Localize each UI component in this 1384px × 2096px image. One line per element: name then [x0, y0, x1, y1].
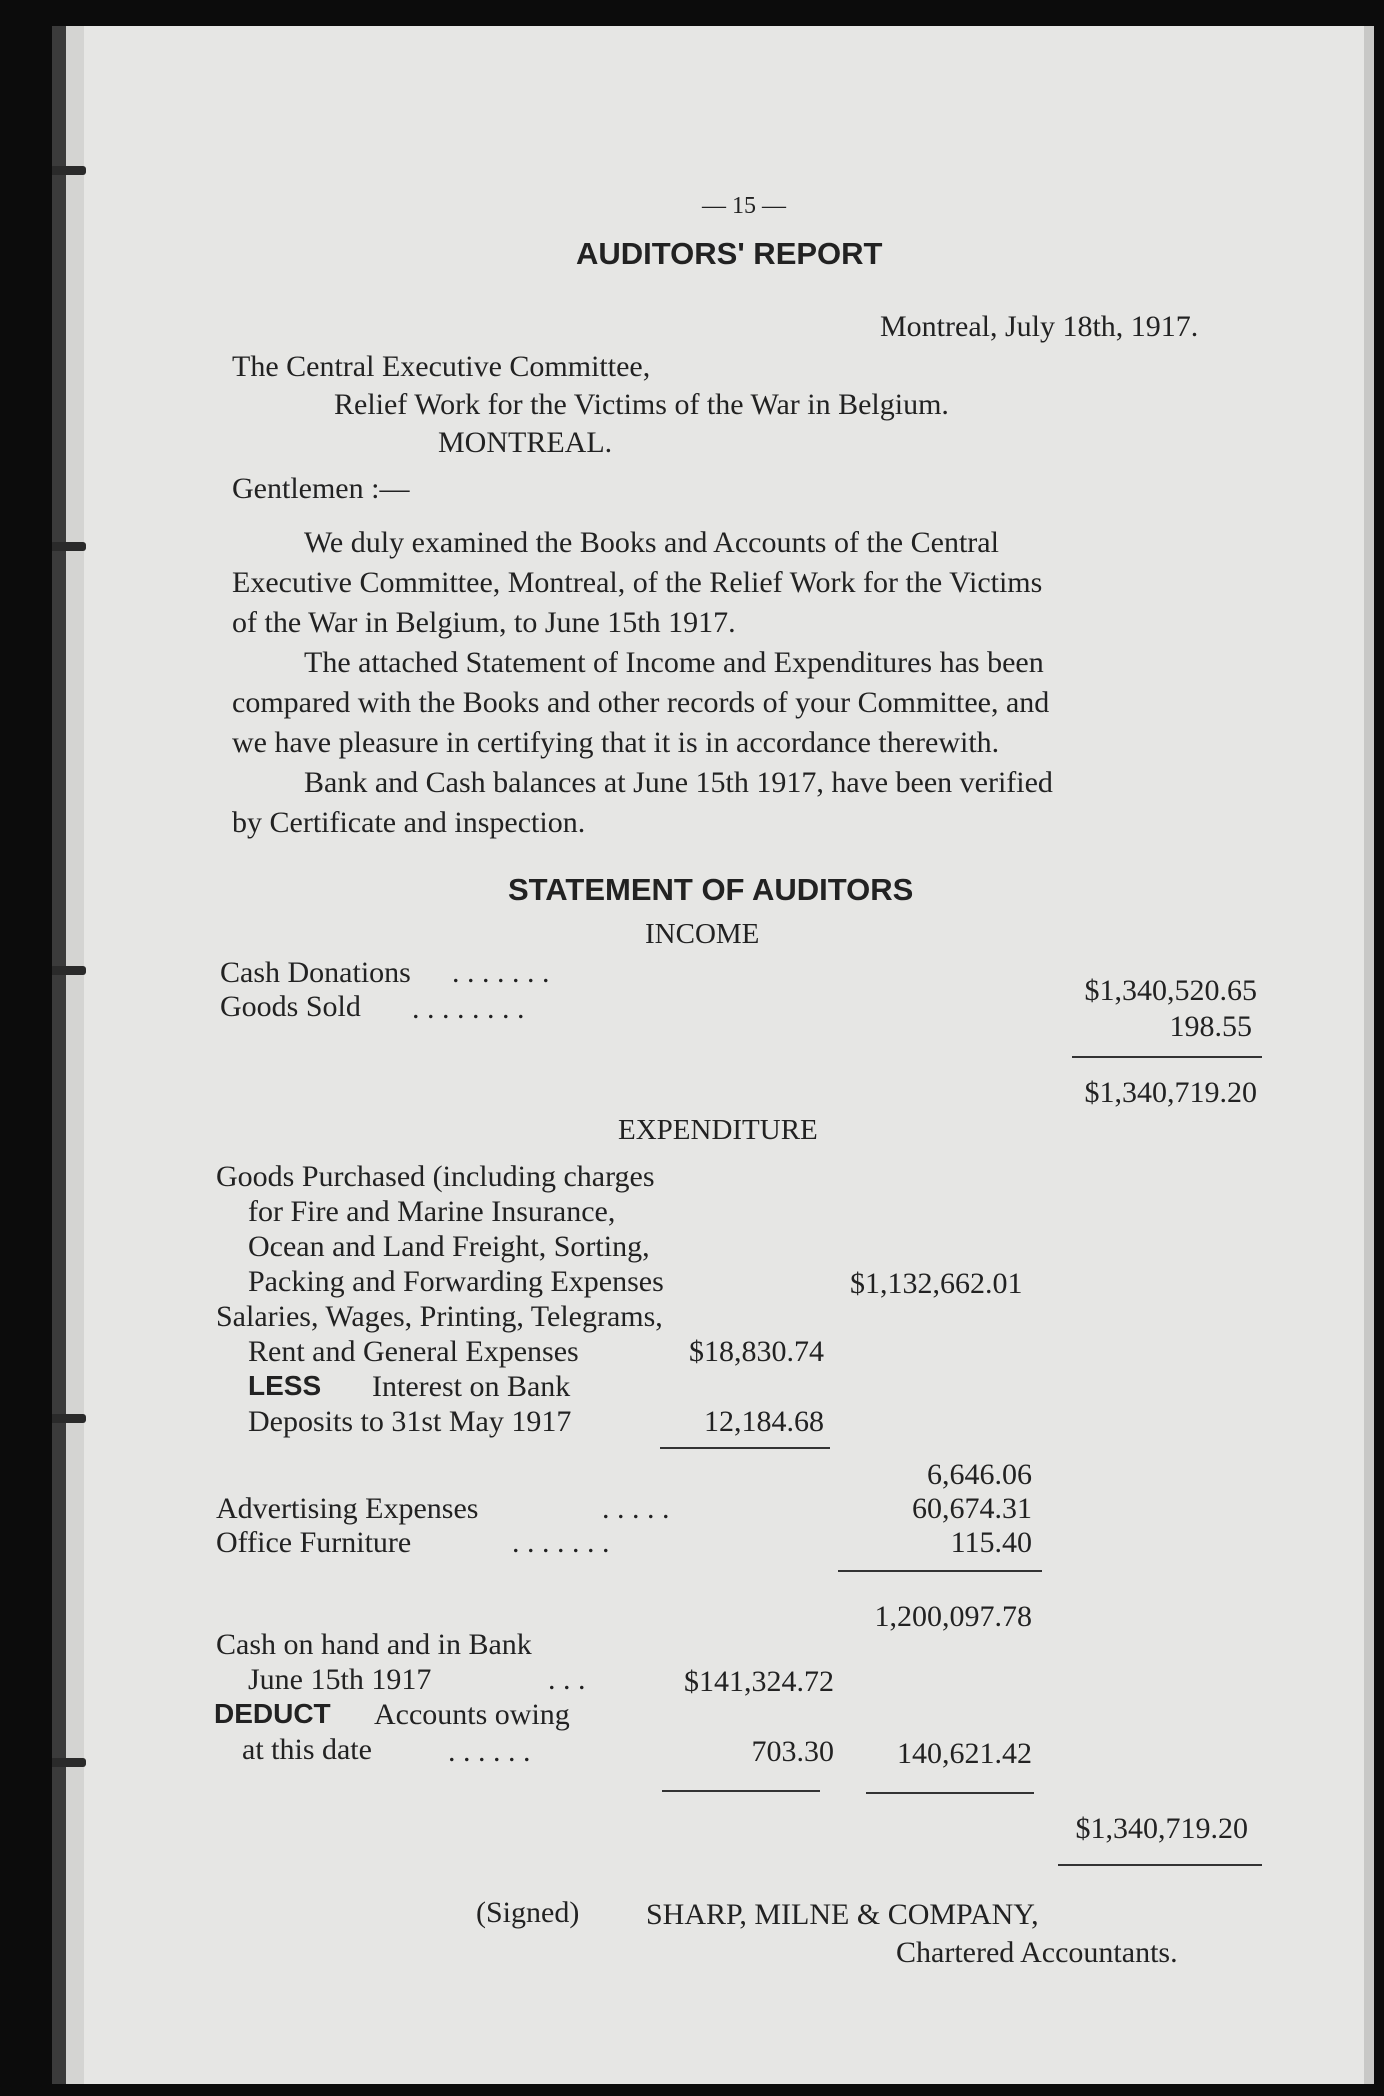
income-amount: $1,340,520.65 [1084, 974, 1257, 1007]
binding-stitch [52, 542, 86, 551]
paragraph-line: Executive Committee, Montreal, of the Relief Work for the Victims [232, 566, 1043, 599]
page-number: — 15 — [702, 193, 786, 219]
income-label: Cash Donations [220, 956, 411, 989]
expenditure-line: Rent and General Expenses [248, 1335, 579, 1368]
cash-line: June 15th 1917 [248, 1663, 432, 1696]
firm-title: Chartered Accountants. [896, 1936, 1178, 1969]
expenditure-line: Interest on Bank [372, 1370, 571, 1403]
document-page [52, 26, 1374, 2084]
paragraph-line: We duly examined the Books and Accounts of the Central [304, 526, 999, 559]
statement-heading: STATEMENT OF AUDITORS [508, 872, 914, 907]
expenditure-label: Advertising Expenses [216, 1492, 479, 1525]
cash-amount: $141,324.72 [684, 1665, 834, 1698]
less-label: LESS [248, 1370, 322, 1401]
paragraph-line: The attached Statement of Income and Expenditures has been [304, 646, 1044, 679]
leader-dots: . . . . . [602, 1492, 670, 1525]
paragraph-line: we have pleasure in certifying that it is in accordance therewith. [232, 726, 1000, 759]
binding-stitch [52, 966, 86, 975]
leader-dots: . . . . . . [448, 1735, 531, 1768]
income-label: Goods Sold [220, 990, 361, 1023]
expenditure-line: Ocean and Land Freight, Sorting, [248, 1230, 650, 1263]
address-line: The Central Executive Committee, [232, 350, 651, 383]
paragraph-line: of the War in Belgium, to June 15th 1917. [232, 606, 736, 639]
total-rule [662, 1790, 820, 1792]
cash-line: Accounts owing [374, 1698, 570, 1731]
furniture-amount: 115.40 [950, 1526, 1032, 1559]
interest-amount: 12,184.68 [704, 1405, 824, 1438]
expenditure-line: Goods Purchased (including charges [216, 1160, 655, 1193]
page-edge [1364, 26, 1374, 2084]
owing-amount: 703.30 [751, 1735, 834, 1768]
salaries-net: 6,646.06 [927, 1458, 1032, 1491]
expenditure-subtotal: 1,200,097.78 [874, 1600, 1032, 1633]
advertising-amount: 60,674.31 [912, 1492, 1032, 1525]
salutation: Gentlemen :— [232, 472, 410, 505]
leader-dots: . . . . . . . . [412, 992, 525, 1025]
total-rule [1072, 1056, 1262, 1058]
expenditure-line: Salaries, Wages, Printing, Telegrams, [216, 1300, 663, 1333]
paragraph-line: compared with the Books and other records of your Committee, and [232, 686, 1050, 719]
leader-dots: . . . . . . . [452, 956, 550, 989]
income-total: $1,340,719.20 [1084, 1076, 1257, 1109]
leader-dots: . . . [548, 1663, 586, 1696]
paragraph-line: by Certificate and inspection. [232, 806, 586, 839]
cash-net: 140,621.42 [897, 1737, 1032, 1770]
leader-dots: . . . . . . . [512, 1526, 610, 1559]
grand-total: $1,340,719.20 [1075, 1812, 1248, 1845]
binding-strip [52, 26, 66, 2084]
binding-stitch [52, 1414, 86, 1423]
income-amount: 198.55 [1169, 1010, 1252, 1043]
cash-line: at this date [242, 1733, 372, 1766]
expenditure-heading: EXPENDITURE [618, 1114, 818, 1146]
firm-name: SHARP, MILNE & COMPANY, [646, 1898, 1039, 1931]
paragraph-line: Bank and Cash balances at June 15th 1917, have been verified [304, 766, 1053, 799]
expenditure-label: Office Furniture [216, 1526, 412, 1559]
dateline: Montreal, July 18th, 1917. [880, 310, 1199, 343]
expenditure-line: Deposits to 31st May 1917 [248, 1405, 572, 1438]
signed-label: (Signed) [476, 1896, 580, 1929]
income-heading: INCOME [645, 918, 760, 950]
total-rule [866, 1792, 1034, 1794]
report-title: AUDITORS' REPORT [576, 236, 883, 271]
subtotal-rule [838, 1570, 1042, 1572]
subtotal-rule [660, 1447, 830, 1449]
expenditure-line: Packing and Forwarding Expenses [248, 1265, 664, 1298]
binding-stitch [52, 1758, 86, 1767]
goods-amount: $1,132,662.01 [850, 1267, 1023, 1300]
salaries-gross: $18,830.74 [689, 1335, 824, 1368]
address-line: MONTREAL. [438, 426, 613, 459]
binding-stitch [52, 166, 86, 175]
expenditure-line: for Fire and Marine Insurance, [248, 1195, 616, 1228]
grand-total-rule [1058, 1864, 1262, 1866]
address-line: Relief Work for the Victims of the War in Belgium. [334, 388, 949, 421]
deduct-label: DEDUCT [214, 1698, 331, 1729]
cash-line: Cash on hand and in Bank [216, 1628, 532, 1661]
